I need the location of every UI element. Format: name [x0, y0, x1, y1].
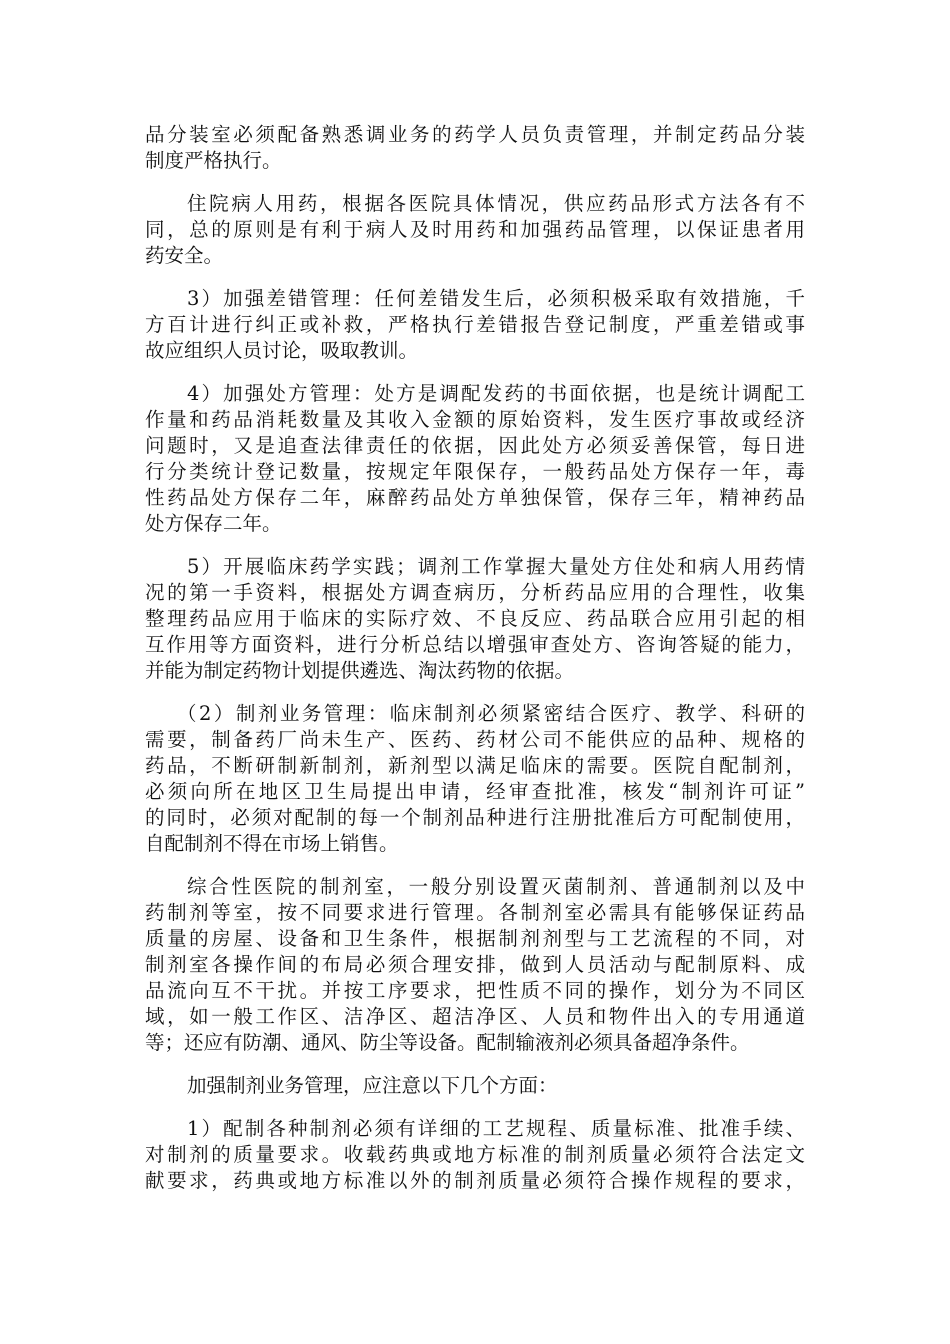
text-line: 处方保存二年。	[145, 512, 282, 535]
text-line: 质量的房屋、设备和卫生条件，根据制剂剂型与工艺流程的不同，对	[145, 927, 805, 950]
paragraph-p8	[145, 1073, 805, 1099]
text-line: 综合性医院的制剂室，一般分别设置灭菌制剂、普通制剂以及中	[187, 875, 805, 898]
paragraph-p3	[145, 286, 805, 364]
text-line: 行分类统计登记数量，按规定年限保存，一般药品处方保存一年，毒	[145, 460, 805, 483]
text-line: 域，如一般工作区、洁净区、超洁净区、人员和物件出入的专用通道	[145, 1005, 805, 1028]
text-line: 互作用等方面资料，进行分析总结以增强审查处方、咨询答疑的能力，	[145, 633, 805, 656]
text-line: 4）加强处方管理：处方是调配发药的书面依据，也是统计调配工	[187, 382, 805, 405]
text-line: 的同时，必须对配制的每一个制剂品种进行注册批准后方可配制使用，	[145, 806, 805, 829]
text-line: 故应组织人员讨论，吸取教训。	[145, 339, 419, 362]
text-line: 5）开展临床药学实践；调剂工作掌握大量处方住处和病人用药情	[187, 555, 805, 578]
text-line: （2）制剂业务管理：临床制剂必须紧密结合医疗、教学、科研的	[177, 702, 805, 725]
text-line: 自配制剂不得在市场上销售。	[145, 832, 399, 855]
text-line: 况的第一手资料，根据处方调查病历，分析药品应用的合理性，收集	[145, 581, 805, 604]
text-line: 3）加强差错管理：任何差错发生后，必须积极采取有效措施，千	[187, 287, 805, 310]
document-page	[145, 122, 805, 1211]
text-line: 加强制剂业务管理，应注意以下几个方面：	[187, 1074, 558, 1097]
text-line: 整理药品应用于临床的实际疗效、不良反应、药品联合应用引起的相	[145, 607, 805, 630]
text-line: 品分装室必须配备熟悉调业务的药学人员负责管理，并制定药品分装	[145, 123, 805, 146]
text-line: 品流向互不干扰。并按工序要求，把性质不同的操作，划分为不同区	[145, 979, 805, 1002]
text-line: 同，总的原则是有利于病人及时用药和加强药品管理，以保证患者用	[145, 218, 805, 241]
text-line: 对制剂的质量要求。收载药典或地方标准的制剂质量必须符合法定文	[145, 1143, 805, 1166]
text-line: 等；还应有防潮、通风、防尘等设备。配制输液剂必须具备超净条件。	[145, 1031, 750, 1054]
text-line: 作量和药品消耗数量及其收入金额的原始资料，发生医疗事故或经济	[145, 408, 805, 431]
text-line: 药制剂等室，按不同要求进行管理。各制剂室必需具有能够保证药品	[145, 901, 805, 924]
paragraph-p9	[145, 1116, 805, 1194]
text-line: 药品，不断研制新制剂，新剂型以满足临床的需要。医院自配制剂，	[145, 754, 805, 777]
paragraph-p5	[145, 554, 805, 684]
text-line: 问题时，又是追查法律责任的依据，因此处方必须妥善保管，每日进	[145, 434, 805, 457]
text-line: 住院病人用药，根据各医院具体情况，供应药品形式方法各有不	[187, 192, 805, 215]
text-line: 1）配制各种制剂必须有详细的工艺规程、质量标准、批准手续、	[187, 1117, 805, 1140]
text-line: 献要求，药典或地方标准以外的制剂质量必须符合操作规程的要求，	[145, 1169, 805, 1192]
text-line: 制度严格执行。	[145, 149, 282, 172]
paragraph-p4	[145, 381, 805, 537]
paragraph-p6	[145, 701, 805, 857]
text-line: 需要，制备药厂尚未生产、医药、药材公司不能供应的品种、规格的	[145, 728, 805, 751]
text-line: 制剂室各操作间的布局必须合理安排，做到人员活动与配制原料、成	[145, 953, 805, 976]
text-line: 药安全。	[145, 244, 224, 267]
paragraph-p1	[145, 122, 805, 174]
text-line: 并能为制定药物计划提供遴选、淘汰药物的依据。	[145, 659, 575, 682]
text-line: 必须向所在地区卫生局提出申请，经审查批准，核发“制剂许可证”	[145, 780, 805, 803]
paragraph-p2	[145, 191, 805, 269]
text-line: 方百计进行纠正或补救，严格执行差错报告登记制度，严重差错或事	[145, 313, 805, 336]
text-line: 性药品处方保存二年，麻醉药品处方单独保管，保存三年，精神药品	[145, 486, 805, 509]
paragraph-p7	[145, 874, 805, 1056]
